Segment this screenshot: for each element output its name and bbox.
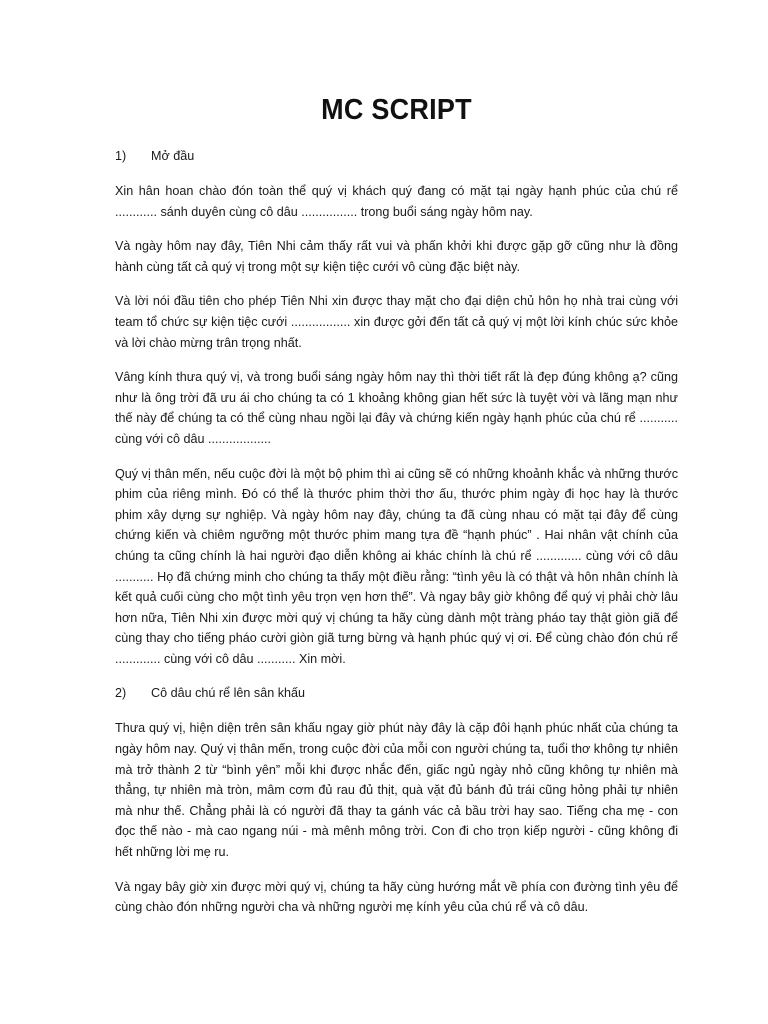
paragraph: Và lời nói đầu tiên cho phép Tiên Nhi xin được thay mặt cho đại diện chủ hôn họ nhà trai cùng với team tổ chức sự kiện tiệc cưới ................. xin được gởi đến tất cả quý vị một lời kính chúc sức khỏe và lời chào mừng trân trọng nhất.: [115, 294, 678, 350]
page-title: MC SCRIPT: [321, 94, 472, 126]
section-heading-intro: [115, 146, 678, 167]
paragraph: Thưa quý vị, hiện diện trên sân khấu ngay giờ phút này đây là cặp đôi hạnh phúc nhất của chúng ta ngày hôm nay. Quý vị thân mến, trong cuộc đời của mỗi con người chúng ta, tuổi thơ không tự nhiên mà trở thành 2 từ “bình yên” mỗi khi được nhắc đến, giấc ngủ ngày nhỏ cũng không tự nhiên mà thẳng, tự nhiên mà tròn, mâm cơm đủ rau đủ thịt, quà vặt đủ bánh đủ trái cũng hỏng phải tự nhiên mà như thế. Chẳng phải là có người đã thay ta gánh vác cả bầu trời hay sao. Tiếng cha mẹ - con đọc thế nào - mà cao ngang núi - mà mênh mông trời. Con đi cho trọn kiếp người - cũng không đi hết những lời mẹ ru.: [115, 721, 678, 860]
section-number: 1): [115, 149, 127, 163]
paragraph: Và ngay bây giờ xin được mời quý vị, chúng ta hãy cùng hướng mắt về phía con đường tình yêu để cùng chào đón những người cha và những người mẹ kính yêu của chú rể và cô dâu.: [115, 879, 678, 915]
paragraph: Vâng kính thưa quý vị, và trong buổi sáng ngày hôm nay thì thời tiết rất là đẹp đúng không ạ? cũng như là ông trời đã ưu ái cho chúng ta có 1 khoảng không gian hết sức là tuyệt vời và lãng mạn như thế này để chúng ta có thể cùng nhau ngồi lại đây và chứng kiến ngày hạnh phúc của chú rể ........... cùng với cô dâu ..................: [115, 370, 678, 446]
paragraph: Quý vị thân mến, nếu cuộc đời là một bộ phim thì ai cũng sẽ có những khoảnh khắc và những thước phim của riêng mình. Đó có thể là thước phim thời thơ ấu, thước phim ngày đi học hay là thước phim xây dựng sự nghiệp. Và ngày hôm nay đây, chúng ta đã cùng nhau có mặt tại đây để cùng chứng kiến và chiêm ngưỡng một thước phim mang tựa đề “hạnh phúc” . Hai nhân vật chính của chúng ta cũng chính là hai người đạo diễn không ai khác chính là chú rể ............. cùng với cô dâu ........... Họ đã chứng minh cho chúng ta thấy một điều rằng: “tình yêu là có thật và hôn nhân chính là kết quả cuối cùng cho một tình yêu trọn vẹn hơn thế”. Và ngay bây giờ không để quý vị phải chờ lâu hơn nữa, Tiên Nhi xin được mời quý vị chúng ta hãy cùng dành một tràng pháo tay thật giòn giã để cùng thay cho tiếng pháo cười giòn giã tưng bừng và hạnh phúc quý vị ơi. Để cùng chào đón chú rể ............. cùng với cô dâu ........... Xin mời.: [115, 466, 678, 666]
section-number: 2): [115, 686, 127, 701]
section-title: Mở đầu: [151, 149, 195, 163]
paragraph: Và ngày hôm nay đây, Tiên Nhi cảm thấy rất vui và phấn khởi khi được gặp gỡ cũng như là đồng hành cùng tất cả quý vị trong một sự kiện tiệc cưới vô cùng đặc biệt này.: [115, 239, 678, 274]
section-heading-couple-on-stage: [115, 683, 678, 704]
section-title: Cô dâu chú rể lên sân khấu: [151, 686, 306, 701]
paragraph: Xin hân hoan chào đón toàn thể quý vị khách quý đang có mặt tại ngày hạnh phúc của chú rể ............ sánh duyên cùng cô dâu ................ trong buổi sáng ngày hôm nay.: [115, 184, 678, 219]
